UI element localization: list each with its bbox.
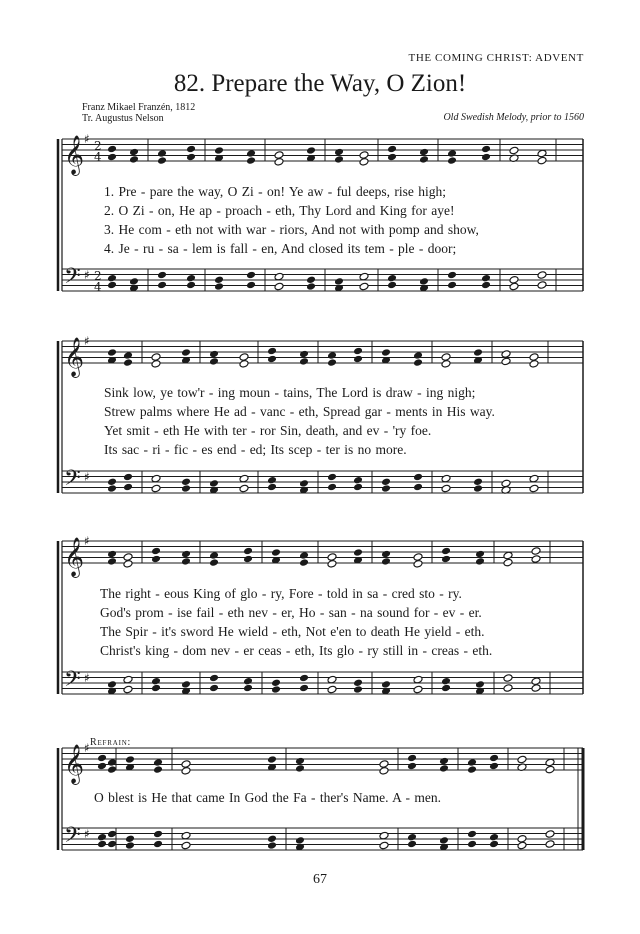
note-head (123, 351, 133, 360)
lyrics-system-3 (100, 584, 492, 660)
note-head (537, 271, 547, 280)
note-head (545, 840, 555, 849)
note-head (545, 765, 555, 774)
note-head (107, 557, 117, 566)
note-head (353, 685, 363, 694)
note-head (271, 548, 281, 557)
note-head (209, 551, 219, 560)
note-head (413, 483, 423, 492)
note-head (475, 550, 485, 559)
bass-clef-symbol: 𝄢 (64, 466, 81, 496)
lyric-verse-4: Its sac - ri - fic - es end - ed; Its scep - ter is no more. (104, 442, 407, 457)
note-head (97, 840, 107, 849)
note-head (186, 153, 196, 162)
note-head (503, 558, 513, 567)
note-head (107, 830, 117, 839)
note-head (387, 274, 397, 283)
note-head (379, 760, 389, 769)
tune-credit-text: Old Swedish Melody, prior to 1560 (443, 112, 584, 123)
lyric-verse-3: 3. He com - eth not with war - riors, And not with pomp and show, (104, 222, 479, 237)
sharp-symbol: ♯ (84, 470, 90, 484)
note-head (334, 155, 344, 164)
note-head (129, 148, 139, 157)
note-head (529, 484, 539, 493)
note-head (125, 755, 135, 764)
lyrics-refrain (94, 788, 441, 807)
note-head (123, 483, 133, 492)
note-head (379, 841, 389, 850)
note-head (214, 282, 224, 291)
note-head (473, 348, 483, 357)
note-head (327, 473, 337, 482)
note-head (267, 355, 277, 364)
lyric-refrain: O blest is He that came In God the Fa - ther's Name. A - men. (94, 790, 441, 805)
note-head (246, 271, 256, 280)
note-head (481, 145, 491, 154)
note-head (107, 348, 117, 357)
note-head (531, 684, 541, 693)
note-head (413, 473, 423, 482)
note-head (267, 476, 277, 485)
note-head (407, 833, 417, 842)
note-head (299, 357, 309, 366)
note-head (97, 762, 107, 771)
note-head (413, 351, 423, 360)
note-head (489, 840, 499, 849)
note-head (243, 677, 253, 686)
note-head (306, 146, 316, 155)
bass-clef-symbol: 𝄢 (64, 823, 81, 853)
note-head (441, 484, 451, 493)
note-head (517, 755, 527, 764)
note-head (537, 281, 547, 290)
note-head (441, 353, 451, 362)
note-head (379, 767, 389, 776)
note-head (299, 674, 309, 683)
note-head (334, 148, 344, 157)
note-head (501, 357, 511, 366)
note-head (186, 281, 196, 290)
note-head (353, 355, 363, 364)
note-head (129, 277, 139, 286)
note-head (413, 358, 423, 367)
note-head (475, 557, 485, 566)
note-head (267, 841, 277, 850)
treble-clef-symbol: 𝄞 (64, 337, 85, 377)
note-head (151, 353, 161, 362)
note-head (503, 684, 513, 693)
note-head (441, 555, 451, 564)
note-head (537, 156, 547, 165)
note-head (509, 276, 519, 285)
note-head (243, 555, 253, 564)
note-head (441, 677, 451, 686)
note-head (267, 347, 277, 356)
note-head (447, 149, 457, 158)
note-head (413, 685, 423, 694)
note-head (439, 764, 449, 773)
note-head (473, 484, 483, 493)
note-head (381, 557, 391, 566)
note-head (299, 479, 309, 488)
note-head (359, 151, 369, 160)
note-head (517, 835, 527, 844)
note-head (441, 360, 451, 369)
note-head (209, 357, 219, 366)
note-head (239, 484, 249, 493)
note-head (467, 758, 477, 767)
note-head (274, 282, 284, 291)
note-head (501, 350, 511, 359)
hymn-number: 82. (173, 70, 206, 97)
treble-clef-symbol: 𝄞 (64, 537, 85, 577)
note-head (107, 765, 117, 774)
note-head (239, 360, 249, 369)
lyric-verse-3: The Spir - it's sword He wield - eth, Not e'en to death He yield - eth. (100, 624, 485, 639)
sharp-symbol: ♯ (84, 132, 90, 146)
note-head (123, 685, 133, 694)
note-head (489, 762, 499, 771)
note-head (473, 478, 483, 487)
note-head (467, 830, 477, 839)
refrain-label: Refrain: (90, 737, 132, 748)
note-head (125, 835, 135, 844)
note-head (381, 484, 391, 493)
note-head (381, 348, 391, 357)
lyric-verse-2: 2. O Zi - on, He ap - proach - eth, Thy Lord and King for aye! (104, 203, 455, 218)
note-head (481, 153, 491, 162)
note-head (157, 149, 167, 158)
note-head (509, 146, 519, 155)
note-head (529, 353, 539, 362)
note-head (413, 560, 423, 569)
note-head (531, 677, 541, 686)
note-head (267, 755, 277, 764)
note-head (381, 478, 391, 487)
note-head (439, 836, 449, 845)
note-head (181, 841, 191, 850)
note-head (123, 560, 133, 569)
sharp-symbol: ♯ (84, 334, 90, 348)
lyric-verse-2: God's prom - ise fail - eth nev - er, Ho - san - na sound for - ev - er. (100, 605, 482, 620)
note-head (181, 557, 191, 566)
note-head (181, 760, 191, 769)
note-head (545, 758, 555, 767)
note-head (447, 156, 457, 165)
note-head (387, 281, 397, 290)
note-head (267, 483, 277, 492)
note-head (181, 478, 191, 487)
note-head (209, 350, 219, 359)
note-head (353, 679, 363, 688)
sharp-symbol: ♯ (84, 827, 90, 841)
note-head (353, 476, 363, 485)
lyric-verse-2: Strew palms where He ad - vanc - eth, Spread gar - ments in His way. (104, 404, 495, 419)
note-head (153, 758, 163, 767)
note-head (467, 840, 477, 849)
note-head (481, 281, 491, 290)
lyric-verse-1: The right - eous King of glo - ry, Fore - told in sa - cred sto - ry. (100, 586, 462, 601)
note-head (529, 360, 539, 369)
note-head (419, 155, 429, 164)
note-head (475, 680, 485, 689)
note-head (359, 282, 369, 291)
note-head (271, 685, 281, 694)
note-head (157, 281, 167, 290)
note-head (181, 550, 191, 559)
note-head (439, 757, 449, 766)
note-head (327, 553, 337, 562)
note-head (299, 558, 309, 567)
note-head (545, 830, 555, 839)
note-head (107, 840, 117, 849)
note-head (295, 757, 305, 766)
note-head (419, 148, 429, 157)
note-head (97, 754, 107, 763)
note-head (181, 767, 191, 776)
lyric-verse-3: Yet smit - eth He with ter - ror Sin, death, and ev - 'ry foe. (104, 423, 432, 438)
sharp-symbol: ♯ (84, 671, 90, 685)
note-head (107, 281, 117, 290)
note-head (387, 153, 397, 162)
bass-clef-symbol: 𝄢 (64, 667, 81, 697)
note-head (151, 677, 161, 686)
treble-clef-symbol: 𝄞 (64, 744, 85, 784)
note-head (359, 158, 369, 167)
note-head (129, 155, 139, 164)
bass-clef-symbol: 𝄢 (64, 264, 81, 294)
time-signature-top: 2 (94, 269, 102, 283)
note-head (243, 684, 253, 693)
note-head (299, 551, 309, 560)
note-head (107, 478, 117, 487)
note-head (327, 685, 337, 694)
note-head (299, 684, 309, 693)
time-signature-bottom: 4 (94, 280, 102, 294)
note-head (123, 473, 133, 482)
note-head (107, 153, 117, 162)
note-head (299, 350, 309, 359)
note-head (537, 149, 547, 158)
note-head (209, 684, 219, 693)
note-head (267, 835, 277, 844)
note-head (387, 145, 397, 154)
note-head (243, 547, 253, 556)
sharp-symbol: ♯ (84, 268, 90, 282)
note-head (447, 281, 457, 290)
note-head (214, 276, 224, 285)
note-head (246, 156, 256, 165)
note-head (467, 765, 477, 774)
note-head (306, 276, 316, 285)
note-head (381, 550, 391, 559)
note-head (151, 547, 161, 556)
note-head (123, 553, 133, 562)
note-head (531, 547, 541, 556)
note-head (531, 555, 541, 564)
lyric-verse-1: Sink low, ye tow'r - ing moun - tains, The Lord is draw - ing nigh; (104, 385, 476, 400)
treble-clef-symbol: 𝄞 (64, 135, 85, 175)
note-head (209, 674, 219, 683)
note-head (107, 145, 117, 154)
note-head (481, 274, 491, 283)
sharp-symbol: ♯ (84, 741, 90, 755)
note-head (517, 841, 527, 850)
note-head (327, 560, 337, 569)
lyric-verse-1: 1. Pre - pare the way, O Zi - on! Ye aw - ful deeps, rise high; (104, 184, 447, 199)
note-head (107, 274, 117, 283)
note-head (503, 551, 513, 560)
time-signature-top: 2 (94, 139, 102, 153)
note-head (407, 754, 417, 763)
note-head (295, 836, 305, 845)
note-head (274, 151, 284, 160)
note-head (441, 684, 451, 693)
note-head (186, 274, 196, 283)
note-head (447, 271, 457, 280)
note-head (97, 833, 107, 842)
note-head (151, 360, 161, 369)
note-head (246, 149, 256, 158)
note-head (271, 679, 281, 688)
note-head (413, 553, 423, 562)
author-credit: Franz Mikael Franzén, 1812 (82, 102, 196, 113)
note-head (209, 479, 219, 488)
note-head (407, 762, 417, 771)
note-head (151, 484, 161, 493)
note-head (157, 271, 167, 280)
note-head (181, 680, 191, 689)
note-head (353, 347, 363, 356)
note-head (153, 840, 163, 849)
time-signature-bottom: 4 (94, 150, 102, 164)
lyrics-system-2 (104, 383, 495, 459)
note-head (153, 765, 163, 774)
note-head (306, 282, 316, 291)
note-head (151, 555, 161, 564)
note-head (107, 680, 117, 689)
translator-credit: Tr. Augustus Nelson (82, 113, 164, 124)
note-head (107, 550, 117, 559)
note-head (209, 558, 219, 567)
note-head (107, 484, 117, 493)
note-head (441, 547, 451, 556)
note-head (295, 764, 305, 773)
note-head (381, 680, 391, 689)
note-head (107, 758, 117, 767)
note-head (153, 830, 163, 839)
note-head (353, 483, 363, 492)
note-head (186, 145, 196, 154)
note-head (489, 754, 499, 763)
note-head (327, 483, 337, 492)
lyric-verse-4: 4. Je - ru - sa - lem is fall - en, And closed its tem - ple - door; (104, 241, 457, 256)
sharp-symbol: ♯ (84, 534, 90, 548)
lyrics-system-1 (104, 182, 479, 258)
note-head (125, 841, 135, 850)
page-number: 67 (313, 872, 327, 887)
note-head (181, 348, 191, 357)
note-head (239, 353, 249, 362)
note-head (123, 358, 133, 367)
note-head (157, 156, 167, 165)
note-head (246, 281, 256, 290)
note-head (274, 158, 284, 167)
lyric-verse-4: Christ's king - dom nev - er ceas - eth, Its glo - ry still in - creas - eth. (100, 643, 493, 658)
note-head (214, 146, 224, 155)
note-head (503, 674, 513, 683)
note-head (181, 484, 191, 493)
note-head (327, 358, 337, 367)
note-head (353, 548, 363, 557)
note-head (334, 277, 344, 286)
note-head (489, 833, 499, 842)
note-head (151, 684, 161, 693)
note-head (327, 351, 337, 360)
note-head (419, 277, 429, 286)
note-head (509, 282, 519, 291)
hymn-title-text: Prepare the Way, O Zion! (211, 70, 467, 97)
running-head: THE COMING CHRIST: ADVENT (408, 52, 584, 64)
note-head (407, 840, 417, 849)
